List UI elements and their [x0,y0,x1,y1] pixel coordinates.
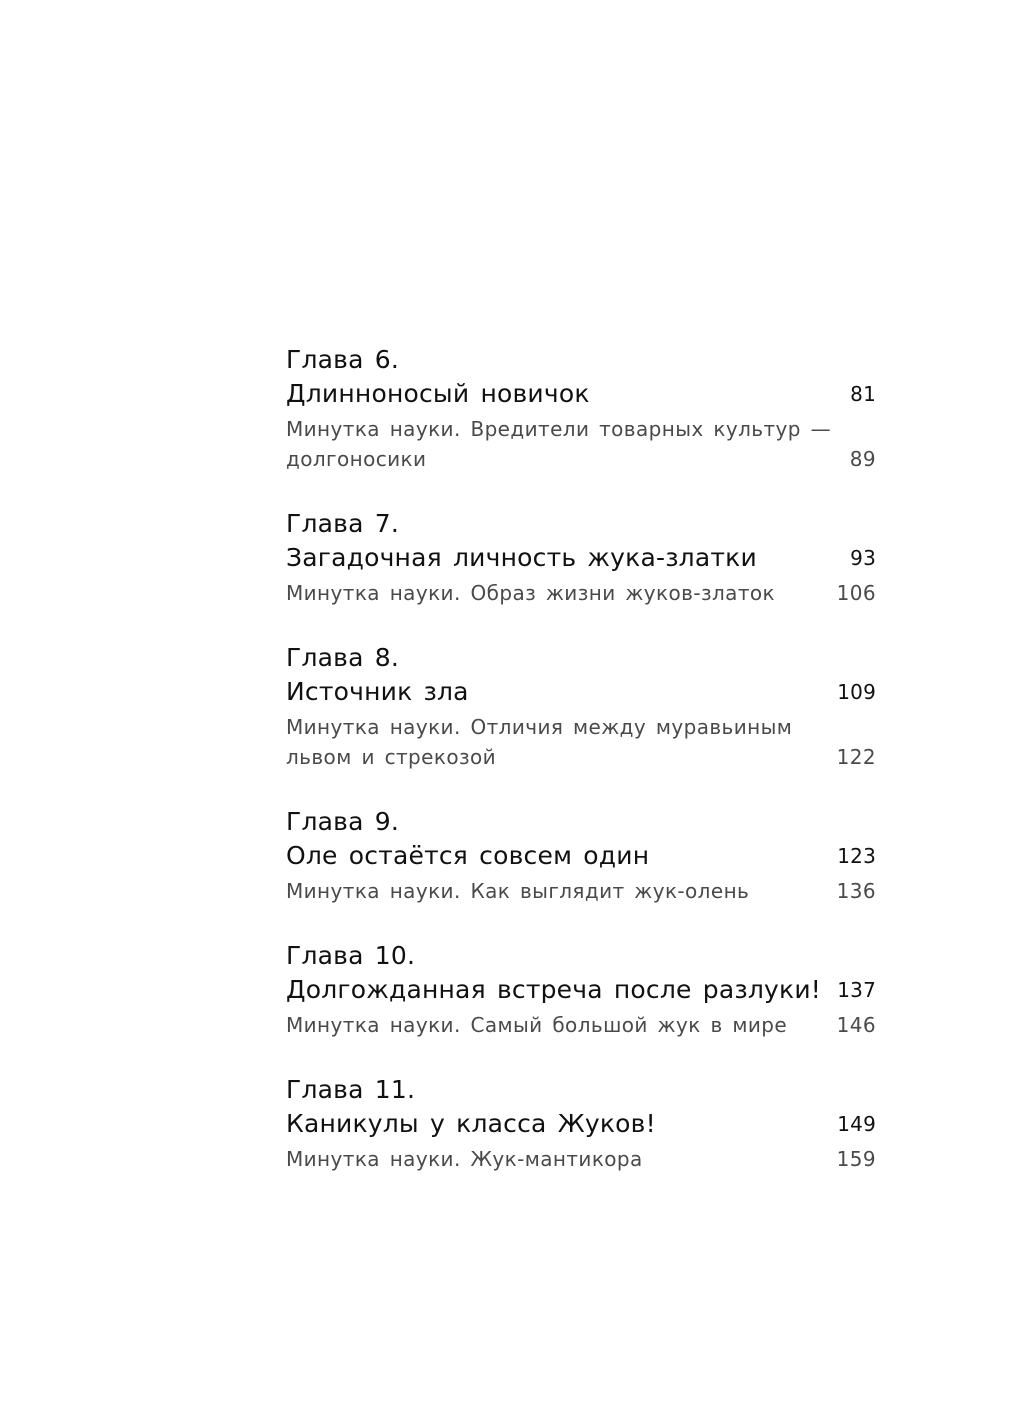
chapter-label: Глава 9. [286,807,399,836]
science-minute-page-number: 136 [836,879,876,903]
toc-chapter-6 [286,343,876,474]
chapter-title-row[interactable] [286,1107,876,1141]
chapter-title: Оле остаётся совсем один [286,841,650,870]
chapter-label: Глава 7. [286,509,399,538]
science-minute-row[interactable] [286,1144,876,1174]
chapter-title-row[interactable] [286,541,876,575]
chapter-title-row[interactable] [286,377,876,411]
chapter-label: Глава 6. [286,345,399,374]
science-minute-row[interactable] [286,712,876,772]
toc-chapter-7 [286,507,876,608]
chapter-page-number: 81 [850,382,876,406]
science-minute-line: Минутка науки. Образ жизни жуков-златок [286,581,775,605]
chapter-page-number: 149 [837,1112,876,1136]
science-minute-line: Минутка науки. Отличия между муравьиным [286,715,793,739]
chapter-label: Глава 10. [286,941,416,970]
science-minute-row[interactable] [286,414,876,474]
chapter-title-row[interactable] [286,675,876,709]
science-minute-page-number: 122 [836,745,876,769]
chapter-title: Долгожданная встреча после разлуки! [286,975,822,1004]
chapter-page-number: 137 [837,978,876,1002]
science-minute-row[interactable] [286,1010,876,1040]
science-minute-line: Минутка науки. Самый большой жук в мире [286,1013,788,1037]
chapter-label: Глава 8. [286,643,399,672]
science-minute-line: долгоносики [286,447,427,471]
chapter-title: Длинноносый новичок [286,379,590,408]
science-minute-page-number: 146 [836,1013,876,1037]
chapter-label: Глава 11. [286,1075,416,1104]
chapter-title: Источник зла [286,677,469,706]
science-minute-page-number: 159 [836,1147,876,1171]
chapter-page-number: 93 [850,546,876,570]
table-of-contents [286,343,876,1207]
toc-chapter-10 [286,939,876,1040]
science-minute-page-number: 89 [849,447,876,471]
chapter-title: Загадочная личность жука-златки [286,543,757,572]
science-minute-line: Минутка науки. Жук-мантикора [286,1147,643,1171]
toc-chapter-9 [286,805,876,906]
science-minute-line: Минутка науки. Как выглядит жук-олень [286,879,750,903]
science-minute-row[interactable] [286,578,876,608]
chapter-title-row[interactable] [286,839,876,873]
chapter-page-number: 123 [837,844,876,868]
chapter-page-number: 109 [837,680,876,704]
science-minute-line: Минутка науки. Вредители товарных культур — [286,417,832,441]
chapter-title-row[interactable] [286,973,876,1007]
science-minute-page-number: 106 [836,581,876,605]
toc-chapter-8 [286,641,876,772]
toc-chapter-11 [286,1073,876,1174]
science-minute-line: львом и стрекозой [286,745,497,769]
science-minute-row[interactable] [286,876,876,906]
chapter-title: Каникулы у класса Жуков! [286,1109,656,1138]
